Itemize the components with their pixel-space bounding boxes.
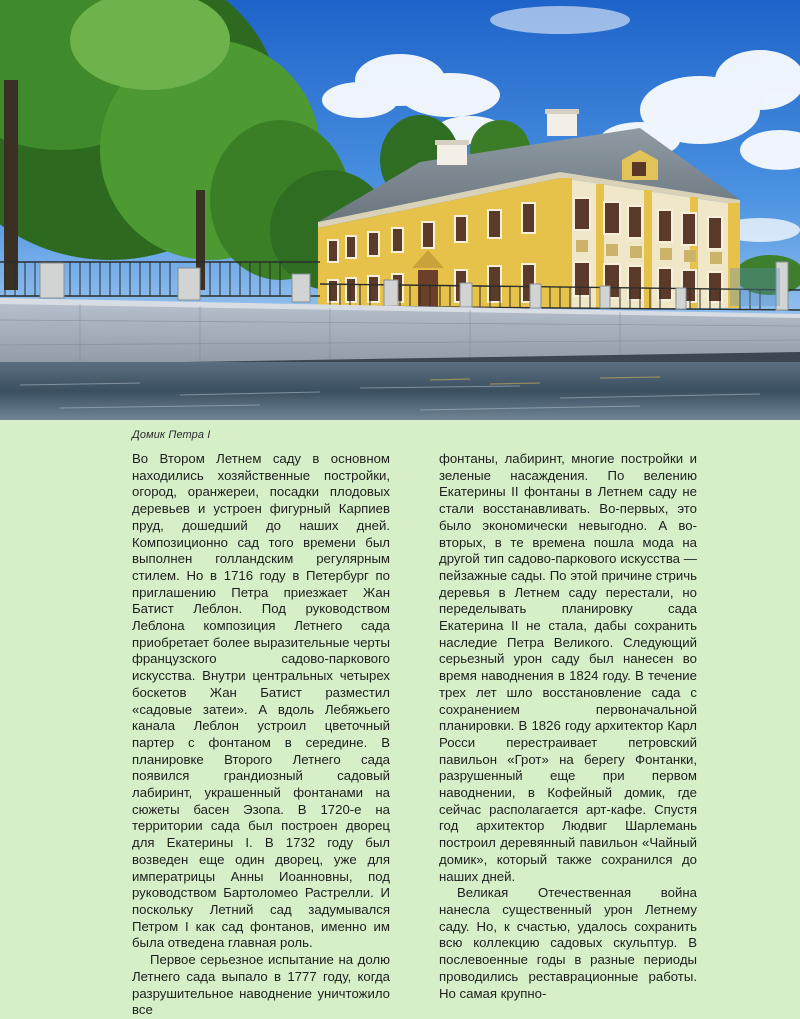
- paragraph: Во Втором Летнем саду в основном находились хозяйственные постройки, огород, оранжереи, посадки плодовых деревьев и устроен фигурный Карпиев пруд, дошедший до наших дней. Композиционно сад того времени был выполнен голландским регулярным стилем. Но в 1716 году в Петербург по приглашению Петра приезжает Жан Батист Леблон. Под руководством Леблона композиция Летнего сада приобретает более выразительные черты французского садово-паркового искусства. Внутри центральных четырех боскетов Жан Батист разместил «садовые затеи». А вдоль Лебяжьего канала Леблон устроил цветочный партер с фонтаном в середине. В планировке Второго Летнего сада появился грандиозный садовый лабиринт, украшенный фонтанами на сюжеты басен Эзопа. В 1720-е на территории сада был построен дворец для Екатерины I. В 1732 году был возведен еще один дворец, уже для императрицы Анны Иоанновны, под руководством Бартоломео Растрелли. И поскольку Летний сад задумывался Петром I как сад фонтанов, именно им была отведена главная роль.: [132, 451, 390, 951]
- paragraph: Великая Отечественная война нанесла существенный урон Летнему саду. Но, к счастью, удалось сохранить всю коллекцию садовых скульптур. В послевоенные годы в разные периоды проводились реставрационные работы. Но самая крупно-: [439, 885, 697, 1001]
- paragraph: Первое серьезное испытание на долю Летнего сада выпало в 1777 году, когда разрушительное наводнение уничтожило все: [132, 952, 390, 1018]
- building-photo: [0, 0, 800, 420]
- paragraph: фонтаны, лабиринт, многие постройки и зеленые насаждения. По велению Екатерины II фонтаны в Летнем саду не стали восстанавливать. Во-первых, это было экономически невыгодно. А во-вторых, в те времена пошла мода на другой тип садово-паркового искусства — пейзажные сады. По этой причине стричь деревья в Летнем саду перестали, но переделывать планировку сада Екатерина II не стала, дабы сохранить наследие Петра Великого. Следующий серьезный урон саду был нанесен во время наводнения в 1824 году. В течение трех лет шло восстановление сада с сохранением первоначальной планировки. В 1826 году архитектор Карл Росси перестраивает петровский павильон «Грот» на берегу Фонтанки, разрушенный еще при первом наводнении, в Кофейный домик, где сейчас располагается арт-кафе. Спустя год архитектор Людвиг Шарлемань построил деревянный павильон «Чайный домик», который также сохранился до наших дней.: [439, 451, 697, 884]
- summer-palace-illustration: [0, 0, 800, 420]
- text-column-left: [132, 451, 390, 1019]
- photo-caption: Домик Петра I: [132, 429, 211, 441]
- text-column-right: [439, 451, 697, 1002]
